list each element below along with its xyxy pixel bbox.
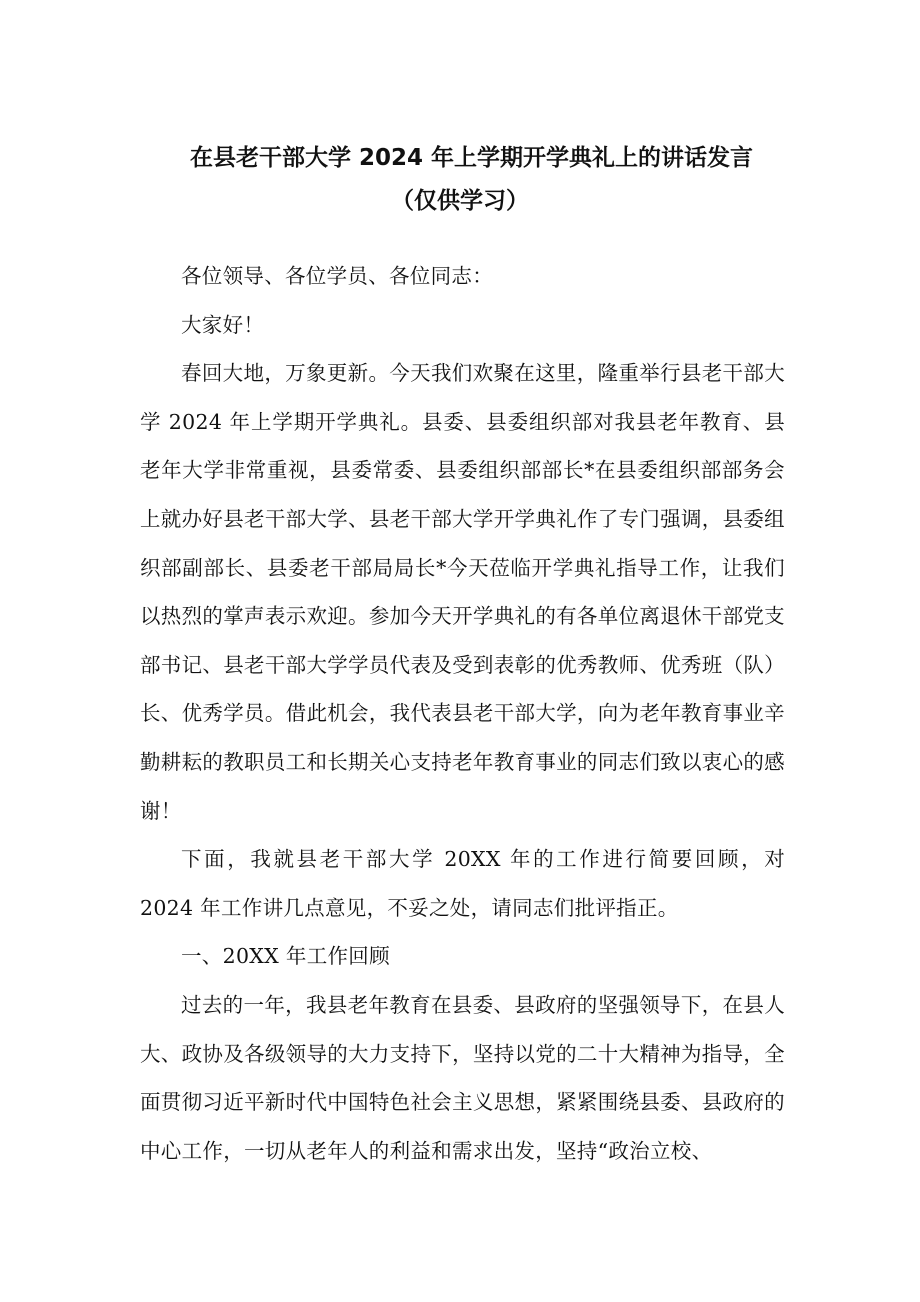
document-body [140,252,785,1175]
salutation: 各位领导、各位学员、各位同志： [181,264,493,288]
section-heading-review: 一、20XX 年工作回顾 [181,944,390,969]
document-title-line-2: （仅供学习） [391,188,529,214]
paragraph-opening: 春回大地，万象更新。今天我们欢聚在这里，隆重举行县老干部大学 2024 年上学期开学典礼。县委、县委组织部对我县老年教育、县老年大学非常重视，县委常委、县委组织部部长*在县委组织部部务会上就办好县老干部大学、县老干部大学开学典礼作了专门强调，县委组织部副部长、县委老干部局局长*今天莅临开学典礼指导工作，让我们以热烈的掌声表示欢迎。参加今天开学典礼的有各单位离退休干部党支部书记、县老干部大学学员代表及受到表彰的优秀教师、优秀班（队）长、优秀学员。借此机会，我代表县老干部大学，向为老年教育事业辛勤耕耘的教职员工和长期关心支持老年教育事业的同志们致以衷心的感谢！ [140,361,785,823]
greeting: 大家好！ [181,312,265,337]
paragraph-outline: 下面，我就县老干部大学 20XX 年的工作进行简要回顾，对 2024 年工作讲几点意见，不妥之处，请同志们批评指正。 [140,847,785,920]
paragraph-review: 过去的一年，我县老年教育在县委、县政府的坚强领导下，在县人大、政协及各级领导的大力支持下，坚持以党的二十大精神为指导，全面贯彻习近平新时代中国特色社会主义思想，紧紧围绕县委、县政府的中心工作，一切从老年人的利益和需求出发，坚持“政治立校、 [140,992,785,1163]
document-title-line-1: 在县老干部大学 2024 年上学期开学典礼上的讲话发言 [190,145,754,171]
